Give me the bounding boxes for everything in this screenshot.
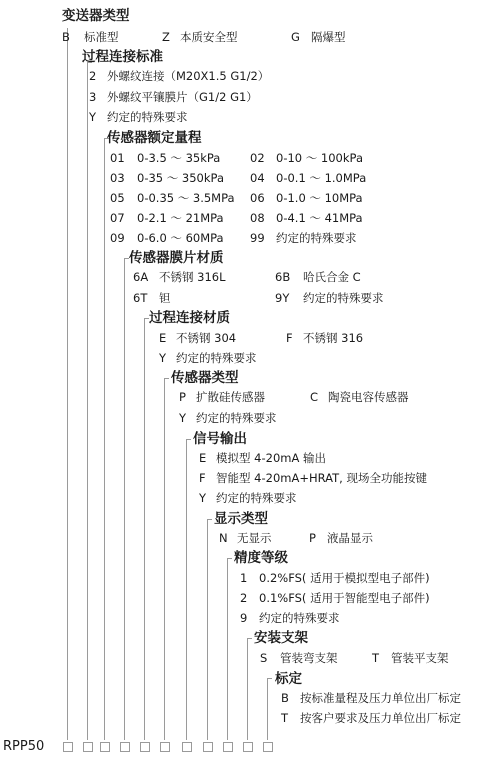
option-code: P — [179, 390, 186, 404]
option-code: 9 — [240, 611, 248, 625]
option-code: Y — [159, 351, 167, 365]
option-code: 2 — [89, 69, 97, 83]
option-label: 0-0.35 ～ 3.5MPa — [137, 191, 235, 205]
option-label: 管装平支架 — [391, 651, 449, 665]
option-code: 6A — [133, 270, 149, 284]
option-label: 不锈钢 316L — [159, 270, 226, 284]
option-label: 0-3.5 ～ 35kPa — [137, 151, 221, 165]
option-label: 0-2.1 ～ 21MPa — [137, 211, 224, 225]
option-code: 04 — [250, 171, 265, 185]
option-label: 外螺纹平镶膜片（G1/2 G1） — [107, 90, 258, 104]
option-label: 0-1.0 ～ 10MPa — [276, 191, 363, 205]
option-code: Y — [179, 411, 187, 425]
option-code: 1 — [240, 571, 248, 585]
connector-line — [227, 558, 232, 559]
option-code: E — [159, 331, 167, 345]
option-code: N — [219, 531, 228, 545]
option-code: S — [260, 651, 268, 665]
option-label: 约定的特殊要求 — [303, 291, 384, 305]
option-code: 08 — [250, 211, 265, 225]
option-label: 无显示 — [237, 531, 272, 545]
option-label: 不锈钢 316 — [303, 331, 364, 345]
option-label: 约定的特殊要求 — [176, 351, 257, 365]
connector-line — [186, 439, 191, 440]
connector-line — [67, 28, 68, 740]
connector-line — [247, 638, 252, 639]
option-label: 模拟型 4-20mA 输出 — [216, 451, 326, 465]
connector-line — [207, 519, 212, 520]
section-title-display-type: 显示类型 — [214, 511, 268, 527]
option-label: 本质安全型 — [180, 30, 238, 44]
code-box-signal-output — [182, 742, 192, 752]
option-label: 按客户要求及压力单位出厂标定 — [300, 711, 461, 725]
model-code: RPP50 — [3, 739, 45, 754]
code-box-accuracy-class — [223, 742, 233, 752]
code-box-sensor-type — [160, 742, 170, 752]
option-code: 9Y — [275, 291, 290, 305]
option-label: 哈氏合金 C — [303, 270, 361, 284]
option-label: 按标准量程及压力单位出厂标定 — [300, 691, 461, 705]
option-label: 0-35 ～ 350kPa — [137, 171, 224, 185]
option-code: T — [281, 711, 289, 725]
option-code: 09 — [110, 231, 125, 245]
code-box-calibration — [263, 742, 273, 752]
option-label: 0.2%FS( 适用于模拟型电子部件) — [259, 571, 430, 585]
section-title-accuracy-class: 精度等级 — [234, 550, 288, 566]
option-code: C — [310, 390, 319, 404]
connector-line — [267, 678, 272, 679]
connector-line — [164, 378, 165, 740]
option-code: 6T — [133, 291, 148, 305]
option-code: F — [286, 331, 293, 345]
connector-line — [104, 138, 105, 740]
option-code: 07 — [110, 211, 125, 225]
option-label: 约定的特殊要求 — [107, 110, 188, 124]
section-title-calibration: 标定 — [275, 671, 302, 687]
code-box-transmitter-type — [63, 742, 73, 752]
option-code: Y — [89, 110, 97, 124]
option-code: B — [62, 30, 70, 44]
connector-line — [164, 378, 169, 379]
option-label: 液晶显示 — [327, 531, 373, 545]
connector-line — [227, 558, 228, 740]
section-title-sensor-type: 传感器类型 — [171, 370, 239, 386]
option-code: 01 — [110, 151, 125, 165]
section-title-signal-output: 信号输出 — [193, 431, 247, 447]
section-title-process-connection-standard: 过程连接标准 — [82, 49, 163, 65]
option-code: B — [281, 691, 289, 705]
code-box-mounting-bracket — [243, 742, 253, 752]
option-label: 约定的特殊要求 — [216, 491, 297, 505]
option-label: 0.1%FS( 适用于智能型电子部件) — [259, 591, 430, 605]
code-box-diaphragm-material — [120, 742, 130, 752]
option-label: 智能型 4-20mA+HRAT, 现场全功能按键 — [216, 471, 427, 485]
option-code: 02 — [250, 151, 265, 165]
option-label: 隔爆型 — [311, 30, 346, 44]
option-label: 扩散硅传感器 — [196, 390, 265, 404]
connector-line — [87, 62, 88, 740]
option-label: 0-10 ～ 100kPa — [276, 151, 363, 165]
option-code: 3 — [89, 90, 97, 104]
code-box-display-type — [203, 742, 213, 752]
connector-line — [267, 678, 268, 740]
option-code: P — [309, 531, 316, 545]
option-label: 钽 — [159, 291, 171, 305]
connector-line — [207, 519, 208, 740]
option-label: 约定的特殊要求 — [196, 411, 277, 425]
section-title-mounting-bracket: 安装支架 — [254, 630, 308, 646]
option-code: G — [291, 30, 300, 44]
section-title-connection-material: 过程连接材质 — [149, 310, 230, 326]
option-code: Z — [162, 30, 170, 44]
option-label: 不锈钢 304 — [176, 331, 237, 345]
section-title-sensor-range: 传感器额定量程 — [107, 130, 202, 146]
section-title-diaphragm-material: 传感器膜片材质 — [129, 250, 224, 266]
connector-line — [144, 318, 145, 740]
option-label: 外螺纹连接（M20X1.5 G1/2） — [107, 69, 270, 83]
connector-line — [247, 638, 248, 740]
option-code: 06 — [250, 191, 265, 205]
option-label: 管装弯支架 — [280, 651, 338, 665]
option-code: 2 — [240, 591, 248, 605]
option-code: E — [199, 451, 207, 465]
option-code: F — [199, 471, 206, 485]
code-box-sensor-range — [100, 742, 110, 752]
option-label: 0-4.1 ～ 41MPa — [276, 211, 363, 225]
connector-line — [124, 258, 125, 740]
section-title-transmitter-type: 变送器类型 — [62, 8, 130, 24]
option-label: 约定的特殊要求 — [276, 231, 357, 245]
option-label: 标准型 — [84, 30, 119, 44]
option-label: 陶瓷电容传感器 — [328, 390, 409, 404]
option-code: 05 — [110, 191, 125, 205]
code-box-connection-material — [140, 742, 150, 752]
option-code: T — [372, 651, 380, 665]
option-code: 99 — [250, 231, 265, 245]
option-code: 03 — [110, 171, 125, 185]
code-box-process-connection — [83, 742, 93, 752]
connector-line — [186, 439, 187, 740]
option-label: 0-0.1 ～ 1.0MPa — [276, 171, 367, 185]
option-label: 0-6.0 ～ 60MPa — [137, 231, 224, 245]
option-code: 6B — [275, 270, 291, 284]
option-code: Y — [199, 491, 207, 505]
option-label: 约定的特殊要求 — [259, 611, 340, 625]
